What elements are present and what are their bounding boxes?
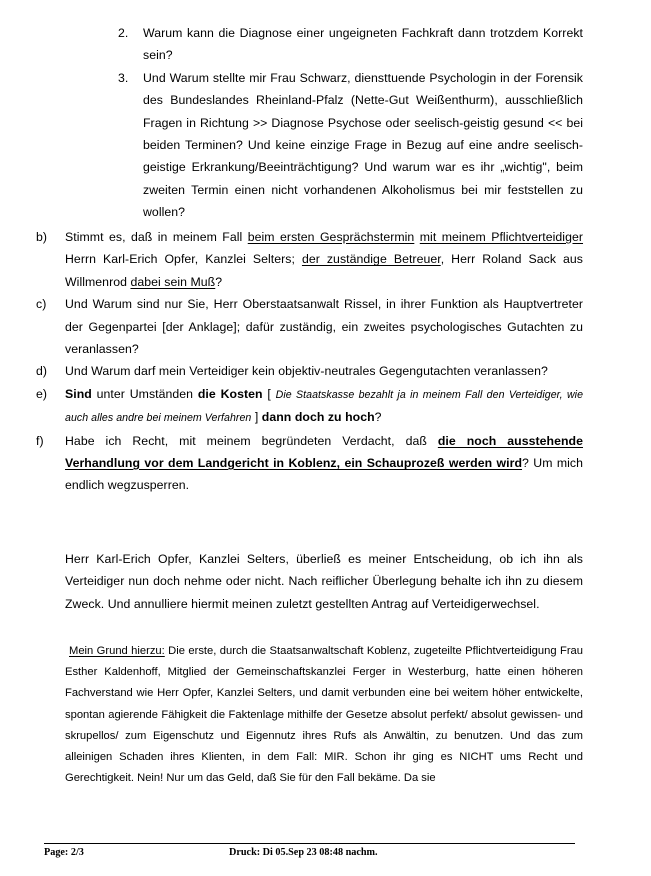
numbered-list-marker: 2. <box>118 26 129 40</box>
footer-divider <box>44 843 575 844</box>
text-run: Stimmt es, daß in meinem Fall <box>65 230 248 244</box>
page-footer <box>44 843 575 861</box>
numbered-question-list <box>118 22 583 224</box>
text-run: ? Um mich endlich wegzusperren. <box>65 456 583 493</box>
lettered-list-marker: b) <box>36 230 48 244</box>
lettered-list-marker: d) <box>36 364 48 379</box>
page-number-label: Page: 2/3 <box>44 847 84 858</box>
numbered-list-item <box>118 22 583 67</box>
lettered-list-item-c <box>36 293 583 360</box>
text-run: , Herr Roland Sack aus Willmenrod <box>65 252 583 289</box>
text-run: der zuständige Betreuer <box>301 252 441 267</box>
text-run: ? <box>374 410 382 425</box>
reasoning-paragraph <box>65 641 583 789</box>
text-run: Habe ich Recht, mit meinem begründeten Verdacht, daß <box>65 433 438 448</box>
text-run: Mein Grund hierzu: <box>69 645 165 657</box>
lettered-list-text <box>65 387 583 424</box>
text-run: ] <box>251 410 262 425</box>
lettered-list-item-f <box>36 430 583 497</box>
lettered-list-marker: e) <box>36 386 48 401</box>
text-run: dabei sein Muß <box>130 274 216 289</box>
lettered-list-item-d <box>36 360 583 382</box>
text-run: beim ersten Gesprächstermin <box>247 230 415 244</box>
text-run: Die Staatskasse bezahlt ja in meinem Fall den Verteidiger, wie auch alles andre bei meinem Verfahren <box>65 388 584 425</box>
text-run: ? <box>215 274 223 289</box>
lettered-list-marker: c) <box>36 297 47 312</box>
text-run: dann doch zu hoch <box>261 410 375 425</box>
text-run: Sind <box>65 386 92 401</box>
footer-row <box>44 847 575 861</box>
print-timestamp-label: Druck: Di 05.Sep 23 08:48 nachm. <box>229 847 378 858</box>
closing-paragraph: Herr Karl-Erich Opfer, Kanzlei Selters, überließ es meiner Entscheidung, ob ich ihn als Verteidiger nun doch nehme oder nicht. Nach reiflicher Überlegung behalte ich ihn zu diesem Zweck. Und annulliere hiermit meinen zuletzt gestellten Antrag auf Verteidigerwechsel. <box>65 552 583 611</box>
lettered-list-item-e <box>36 383 583 430</box>
lettered-list-text <box>65 364 548 378</box>
numbered-list-text: Und Warum stellte mir Frau Schwarz, diensttuende Psychologin in der Forensik des Bundeslandes Rheinland-Pfalz (Nette-Gut Weißenthurm), ausschließlich Fragen in Richtung >> Diagnose Psychose oder seelisch-geistig gesund << bei beiden Terminen? Und keine einzige Frage in Bezug auf eine andre seelisch-geistige Erkrankung/Beeinträchtigung? Und warum war es ihr „wichtig", beim zweiten Termin einen nicht vorhandenen Alkoholismus bei mir feststellen zu wollen? <box>143 70 583 220</box>
lettered-list-text <box>65 434 583 493</box>
text-run: mit meinem Pflicht <box>419 230 526 244</box>
text-run: Herrn Karl-Erich Opfer, Kanzlei Selters; <box>65 252 302 267</box>
lettered-list-text <box>65 230 583 289</box>
text-run: Und Warum sind nur Sie, Herr Oberstaatsanwalt Rissel, in ihrer Funktion als Hauptvertreter der Gegenpartei [der Anklage]; dafür zuständig, ein zweites psychologisches Gutachten zu veranlassen? <box>65 297 583 357</box>
numbered-list-marker: 3. <box>118 70 129 85</box>
lettered-list-text <box>65 297 583 356</box>
text-run: Die erste, durch die Staatsanwaltschaft Koblenz, zugeteilte Pflichtverteidigung Frau Esther Kaldenhoff, Mitglied der Gemeinschaftskanzlei Ferger in Westerburg, hatte einen höheren Fachverstand wie Herr Opfer, Kanzlei Selters, und damit verbunden eine bei weitem höher entwickelte, spontan agierende Fähigkeit die Faktenlage mithilfe der Gesetze absolut perfekt/ absolut gewissen- und skrupellos/ zum Eigenschutz und Eigennutz ihres Rufs als Anwältin, zu benutzen. Und das zum alleinigen Schaden ihres Klienten, in dem Fall: MIR. Schon ihr ging es NICHT ums Recht und Gerechtigkeit. Nein! Nur um das Geld, daß Sie für den Fall bekäme. Da sie <box>65 645 583 785</box>
lettered-question-list <box>36 226 583 497</box>
lettered-list-item-b <box>36 226 583 293</box>
text-run: die Kosten <box>197 386 263 401</box>
text-run: [ <box>262 386 276 401</box>
text-run: die noch ausstehende Verhandlung vor dem Landgericht in Koblenz, ein Schauprozeß werden wird <box>65 433 583 471</box>
text-run: Und Warum darf mein Verteidiger kein objektiv-neutrales Gegengutachten veranlassen? <box>65 364 548 379</box>
lettered-list-marker: f) <box>36 433 44 448</box>
text-run: unter Umständen <box>91 386 198 401</box>
text-run: verteidiger <box>525 230 584 244</box>
numbered-list-item <box>118 67 583 224</box>
numbered-list-text: Warum kann die Diagnose einer ungeigneten Fachkraft dann trotzdem Korrekt sein? <box>143 26 583 63</box>
